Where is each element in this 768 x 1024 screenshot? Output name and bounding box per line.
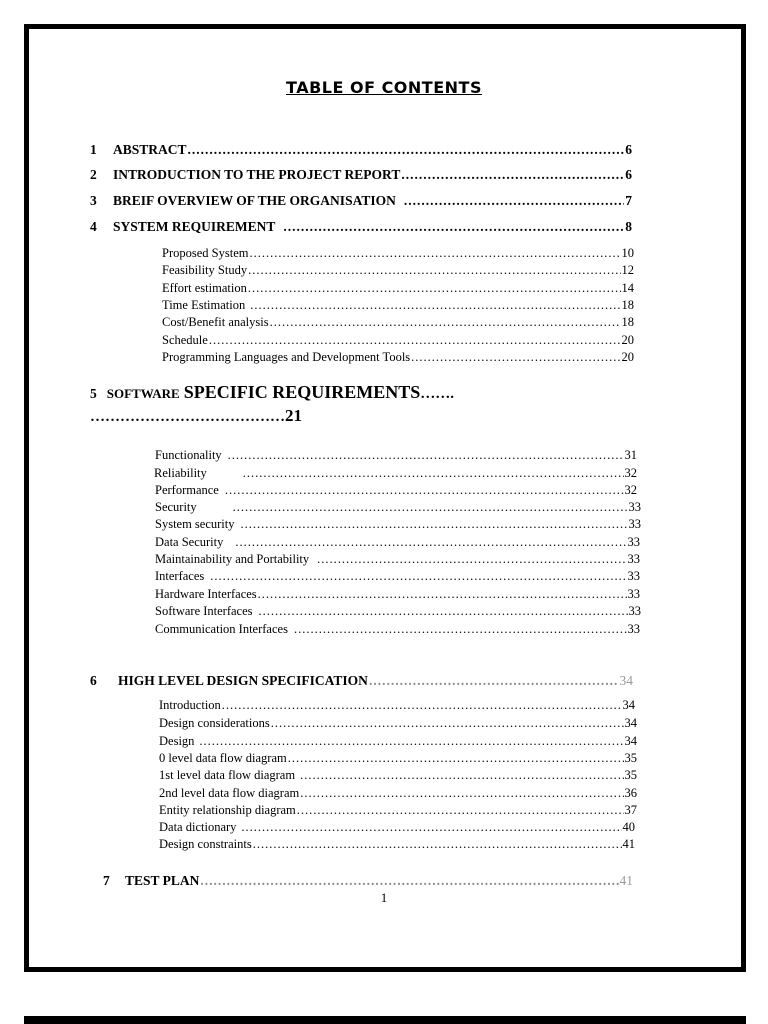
section-page: 21	[285, 406, 302, 425]
section-number: 4	[90, 219, 97, 234]
section-page: 41	[619, 873, 633, 888]
subentry-page: 33	[628, 517, 641, 531]
section-title: ABSTRACT	[113, 142, 187, 157]
subentry-title: Hardware Interfaces	[155, 587, 257, 601]
toc-subentry[interactable]	[155, 448, 637, 463]
section-title: TEST PLAN	[125, 873, 200, 888]
section-page: 34	[619, 673, 633, 688]
subentry-page: 33	[627, 622, 640, 636]
subentry-page: 35	[624, 768, 637, 782]
toc-subentry[interactable]	[155, 604, 641, 619]
subentry-title: Maintainability and Portability	[155, 552, 310, 566]
section-page: 6	[625, 167, 632, 182]
dot-leader	[404, 193, 624, 209]
subentry-page: 20	[621, 350, 634, 364]
subentry-title: Interfaces	[155, 569, 205, 583]
dot-leader	[248, 263, 620, 278]
subentry-page: 18	[621, 298, 634, 312]
dot-leader	[210, 569, 626, 584]
section-page: 7	[625, 193, 632, 208]
next-page-border	[24, 1016, 746, 1024]
subentry-page: 35	[624, 751, 637, 765]
subentry-title: Programming Languages and Development Tools	[162, 350, 411, 364]
subentry-title: Functionality	[155, 448, 222, 462]
section-page: 6	[625, 142, 632, 157]
section-number: 3	[90, 193, 97, 208]
page-number: 1	[380, 890, 388, 905]
subentry-title: Software Interfaces	[155, 604, 253, 618]
dot-leader: …………………………………	[90, 409, 285, 425]
dot-leader: …….	[420, 386, 455, 402]
dot-leader	[300, 768, 623, 783]
dot-leader	[411, 350, 620, 365]
toc-subentry[interactable]	[162, 263, 634, 278]
toc-subentry[interactable]	[162, 246, 634, 261]
dot-leader	[271, 716, 624, 731]
dot-leader	[270, 315, 621, 330]
subentry-page: 10	[621, 246, 634, 260]
dot-leader	[253, 837, 622, 852]
subentry-page: 20	[621, 333, 634, 347]
section-number: 7	[103, 873, 110, 888]
subentry-title: Performance	[155, 483, 219, 497]
subentry-title: Feasibility Study	[162, 263, 248, 277]
subentry-title: Communication Interfaces	[155, 622, 288, 636]
dot-leader	[209, 333, 621, 348]
dot-leader	[199, 734, 623, 749]
toc-subentry[interactable]	[155, 587, 640, 602]
section-title: BREIF OVERVIEW OF THE ORGANISATION	[113, 193, 396, 208]
subentry-page: 34	[622, 698, 635, 712]
subentry-title: 1st level data flow diagram	[159, 768, 296, 782]
toc-entry-high-level-design[interactable]	[90, 673, 633, 689]
subentry-title: Design considerations	[159, 716, 270, 730]
subentry-page: 40	[622, 820, 635, 834]
dot-leader	[200, 873, 618, 889]
dot-leader	[297, 803, 624, 818]
toc-subentry[interactable]	[162, 333, 634, 348]
toc-entry-overview[interactable]	[90, 193, 632, 209]
toc-subentry[interactable]	[155, 569, 640, 584]
dot-leader	[235, 535, 626, 550]
subentry-page: 32	[624, 483, 637, 497]
dot-leader	[233, 500, 628, 515]
toc-subentry[interactable]	[162, 350, 634, 365]
subentry-title: Effort estimation	[162, 281, 247, 295]
section-number: 2	[90, 167, 97, 182]
toc-subentry[interactable]	[159, 734, 637, 749]
dot-leader	[243, 466, 624, 481]
dot-leader	[288, 751, 624, 766]
subentry-page: 33	[628, 500, 641, 514]
subentry-page: 34	[624, 716, 637, 730]
dot-leader	[283, 219, 624, 235]
section-5-continuation	[90, 406, 302, 426]
toc-subentry[interactable]	[155, 622, 640, 637]
section-title-large: SPECIFIC REQUIREMENTS	[183, 382, 421, 402]
section-page: 8	[625, 219, 632, 234]
subentry-title: System security	[155, 517, 235, 531]
toc-subentry[interactable]	[155, 500, 641, 515]
dot-leader	[300, 786, 623, 801]
subentry-title: Introduction	[159, 698, 221, 712]
dot-leader	[294, 622, 627, 637]
toc-subentry[interactable]	[154, 466, 637, 481]
subentry-title: Time Estimation	[162, 298, 246, 312]
dot-leader	[250, 298, 620, 313]
subentry-title: Data Security	[155, 535, 224, 549]
subentry-title: 0 level data flow diagram	[159, 751, 287, 765]
toc-entry-system-requirement[interactable]	[90, 219, 632, 235]
dot-leader	[369, 673, 619, 689]
subentry-title: Proposed System	[162, 246, 249, 260]
toc-subentry[interactable]	[159, 716, 637, 731]
toc-entry-introduction[interactable]	[90, 167, 632, 183]
toc-subentry[interactable]	[159, 768, 637, 783]
section-title-small: SOFTWARE	[106, 386, 180, 401]
dot-leader	[249, 246, 620, 261]
subentry-page: 33	[628, 604, 641, 618]
dot-leader	[222, 698, 622, 713]
toc-subentry[interactable]	[159, 751, 637, 766]
subentry-title: Design constraints	[159, 837, 252, 851]
subentry-page: 36	[624, 786, 637, 800]
dot-leader	[401, 167, 624, 183]
toc-subentry[interactable]	[159, 820, 635, 835]
subentry-page: 33	[627, 569, 640, 583]
subentry-title: Design	[159, 734, 195, 748]
subentry-page: 33	[627, 587, 640, 601]
dot-leader	[241, 820, 621, 835]
section-title: INTRODUCTION TO THE PROJECT REPORT	[113, 167, 401, 182]
dot-leader	[248, 281, 621, 296]
toc-subentry[interactable]	[159, 698, 635, 713]
subentry-title: Security	[155, 500, 197, 514]
toc-subentry[interactable]	[155, 535, 640, 550]
toc-subentry[interactable]	[155, 517, 641, 532]
toc-subentry[interactable]	[155, 552, 640, 567]
subentry-page: 31	[624, 448, 637, 462]
toc-subentry[interactable]	[162, 298, 634, 313]
subentry-page: 33	[627, 552, 640, 566]
toc-subentry[interactable]	[162, 281, 634, 296]
toc-entry-test-plan[interactable]	[103, 873, 633, 889]
subentry-title: 2nd level data flow diagram	[159, 786, 300, 800]
toc-entry-abstract[interactable]	[90, 142, 632, 158]
subentry-page: 32	[624, 466, 637, 480]
toc-subentry[interactable]	[159, 837, 635, 852]
dot-leader	[228, 448, 624, 463]
subentry-title: Reliability	[154, 466, 207, 480]
dot-leader	[258, 587, 627, 602]
dot-leader	[317, 552, 626, 567]
subentry-title: Cost/Benefit analysis	[162, 315, 269, 329]
toc-title: TABLE OF CONTENTS	[286, 78, 482, 97]
toc-subentry[interactable]	[159, 803, 637, 818]
subentry-page: 18	[621, 315, 634, 329]
subentry-page: 14	[621, 281, 634, 295]
toc-subentry[interactable]	[155, 483, 637, 498]
subentry-page: 37	[624, 803, 637, 817]
toc-subentry[interactable]	[159, 786, 637, 801]
section-number: 6	[90, 673, 97, 688]
dot-leader	[225, 483, 624, 498]
section-number: 1	[90, 142, 97, 157]
dot-leader	[241, 517, 628, 532]
subentry-title: Schedule	[162, 333, 208, 347]
dot-leader	[188, 142, 625, 158]
subentry-page: 33	[627, 535, 640, 549]
section-number: 5	[90, 386, 97, 401]
subentry-title: Data dictionary	[159, 820, 237, 834]
dot-leader	[259, 604, 628, 619]
subentry-page: 41	[622, 837, 635, 851]
toc-subentry[interactable]	[162, 315, 634, 330]
subentry-page: 34	[624, 734, 637, 748]
subentry-title: Entity relationship diagram	[159, 803, 296, 817]
section-title: HIGH LEVEL DESIGN SPECIFICATION	[118, 673, 368, 688]
toc-entry-software-requirements[interactable]	[90, 382, 454, 403]
subentry-page: 12	[621, 263, 634, 277]
section-title: SYSTEM REQUIREMENT	[113, 219, 276, 234]
